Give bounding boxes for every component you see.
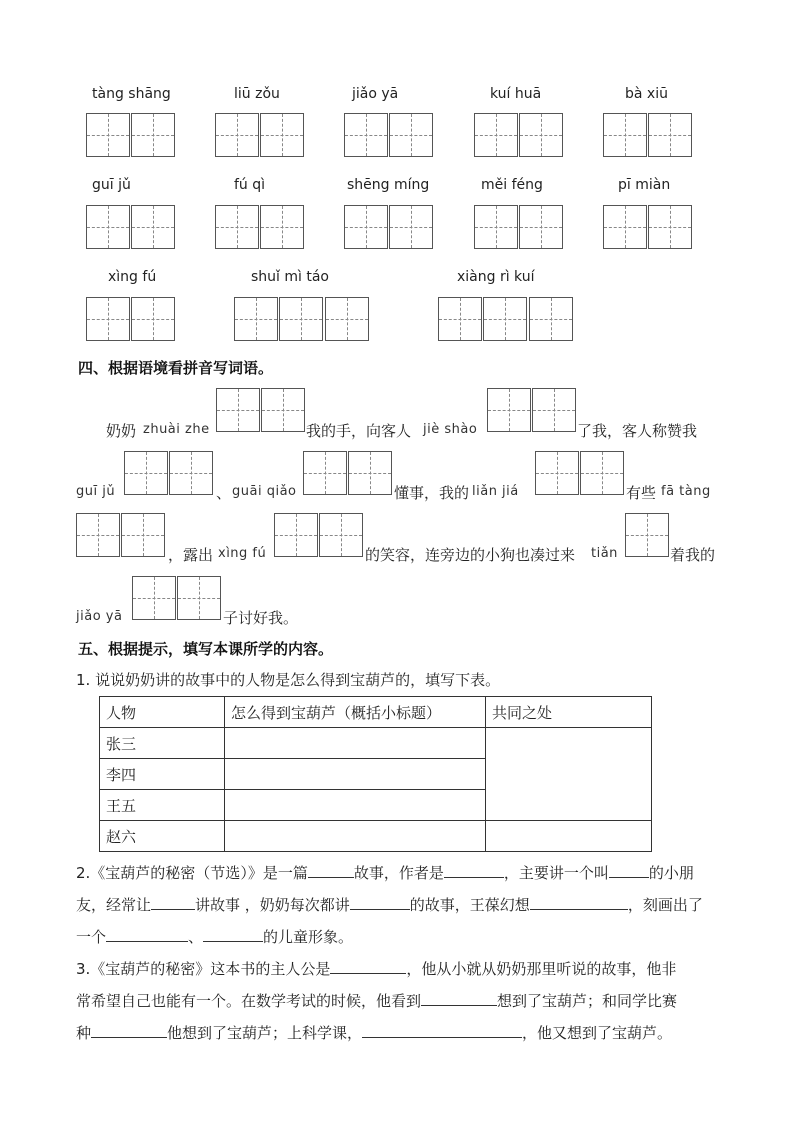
writing-box[interactable]	[580, 451, 624, 495]
question-3-line1: 3.《宝葫芦的秘密》这本书的主人公是 ，他从小就从奶奶那里听说的故事，他非	[76, 960, 677, 978]
writing-box[interactable]	[260, 113, 304, 157]
pinyin-label: jiǎo yā	[352, 86, 399, 102]
writing-box[interactable]	[86, 205, 130, 249]
table-cell-person: 王五	[100, 790, 225, 821]
table-cell-answer[interactable]	[225, 759, 486, 790]
writing-box[interactable]	[86, 113, 130, 157]
pinyin-label: pī miàn	[618, 177, 671, 193]
table-header: 怎么得到宝葫芦（概括小标题）	[225, 697, 486, 728]
pinyin-label: shēng míng	[347, 177, 430, 193]
table-cell-answer[interactable]	[225, 790, 486, 821]
question-3-line3: 种 他想到了宝葫芦；上科学课， ，他又想到了宝葫芦。	[76, 1024, 673, 1042]
passage-text: ，露出	[168, 546, 214, 564]
inline-pinyin: jiè shào	[423, 422, 478, 437]
answer-blank[interactable]	[106, 927, 188, 942]
writing-box[interactable]	[169, 451, 213, 495]
answer-blank[interactable]	[91, 1023, 167, 1038]
question-2-line1: 2.《宝葫芦的秘密（节选）》是一篇 故事，作者是 ，主要讲一个叫 的小朋	[76, 864, 694, 882]
writing-box[interactable]	[529, 297, 573, 341]
answer-blank[interactable]	[350, 895, 410, 910]
table-header: 人物	[100, 697, 225, 728]
writing-box[interactable]	[274, 513, 318, 557]
writing-box[interactable]	[132, 576, 176, 620]
section5-title: 五、根据提示，填写本课所学的内容。	[78, 640, 334, 658]
pinyin-label: xìng fú	[108, 269, 157, 285]
passage-text: 子讨好我。	[223, 609, 299, 627]
passage-text: 的笑容，连旁边的小狗也凑过来	[365, 546, 576, 564]
answer-blank[interactable]	[362, 1023, 522, 1038]
writing-box[interactable]	[438, 297, 482, 341]
inline-pinyin: guī jǔ	[76, 484, 116, 499]
writing-box[interactable]	[519, 205, 563, 249]
question-3-line2: 常希望自己也能有一个。在数学考试的时候，他看到 想到了宝葫芦；和同学比赛	[76, 992, 678, 1010]
passage-text: 我的手，向客人	[306, 422, 412, 440]
writing-box[interactable]	[344, 113, 388, 157]
writing-box[interactable]	[177, 576, 221, 620]
writing-box[interactable]	[389, 113, 433, 157]
writing-box[interactable]	[474, 113, 518, 157]
inline-pinyin: fā tàng	[661, 484, 711, 499]
writing-box[interactable]	[487, 388, 531, 432]
pinyin-label: liū zǒu	[234, 86, 280, 102]
writing-box[interactable]	[303, 451, 347, 495]
writing-box[interactable]	[348, 451, 392, 495]
answer-blank[interactable]	[308, 863, 354, 878]
answer-blank[interactable]	[203, 927, 263, 942]
writing-box[interactable]	[389, 205, 433, 249]
writing-box[interactable]	[535, 451, 579, 495]
inline-pinyin: xìng fú	[218, 546, 267, 561]
pinyin-label: fú qì	[234, 177, 266, 193]
question-2-line2: 友，经常让 讲故事 ，奶奶每次都讲 的故事，王葆幻想 ，刻画出了	[76, 896, 703, 914]
pinyin-label: bà xiū	[625, 86, 668, 102]
writing-box[interactable]	[648, 205, 692, 249]
answer-blank[interactable]	[530, 895, 628, 910]
writing-box[interactable]	[519, 113, 563, 157]
writing-box[interactable]	[260, 205, 304, 249]
inline-pinyin: tiǎn	[591, 546, 618, 561]
pinyin-label: měi féng	[481, 177, 543, 193]
answer-blank[interactable]	[444, 863, 504, 878]
writing-box[interactable]	[474, 205, 518, 249]
pinyin-label: xiàng rì kuí	[457, 269, 535, 285]
writing-box[interactable]	[532, 388, 576, 432]
writing-box[interactable]	[261, 388, 305, 432]
writing-box[interactable]	[483, 297, 527, 341]
passage-text: 有些	[626, 484, 657, 502]
writing-box[interactable]	[279, 297, 323, 341]
writing-box[interactable]	[215, 113, 259, 157]
table-cell-person: 赵六	[100, 821, 225, 852]
pinyin-label: shuǐ mì táo	[251, 269, 329, 285]
writing-box[interactable]	[325, 297, 369, 341]
writing-box[interactable]	[625, 513, 669, 557]
question-1: 1. 说说奶奶讲的故事中的人物是怎么得到宝葫芦的，填写下表。	[76, 671, 501, 689]
table-cell-common[interactable]	[486, 728, 652, 821]
table-cell-answer[interactable]	[225, 821, 486, 852]
inline-pinyin: guāi qiǎo	[232, 484, 297, 499]
answer-blank[interactable]	[151, 895, 195, 910]
answer-blank[interactable]	[609, 863, 649, 878]
table-cell-person: 李四	[100, 759, 225, 790]
table-cell-common[interactable]	[486, 821, 652, 852]
passage-text: 、	[216, 484, 232, 502]
writing-box[interactable]	[319, 513, 363, 557]
writing-box[interactable]	[124, 451, 168, 495]
answer-blank[interactable]	[330, 959, 406, 974]
question-2-line3: 一个 、 的儿童形象。	[76, 928, 354, 946]
writing-box[interactable]	[215, 205, 259, 249]
passage-text: 懂事，我的	[394, 484, 470, 502]
writing-box[interactable]	[234, 297, 278, 341]
pinyin-label: tàng shāng	[92, 86, 171, 102]
writing-box[interactable]	[121, 513, 165, 557]
writing-box[interactable]	[216, 388, 260, 432]
pinyin-label: guī jǔ	[92, 177, 131, 193]
writing-box[interactable]	[131, 205, 175, 249]
writing-box[interactable]	[648, 113, 692, 157]
section4-title: 四、根据语境看拼音写词语。	[78, 359, 274, 377]
passage-text: 奶奶	[106, 422, 137, 440]
writing-box[interactable]	[603, 205, 647, 249]
table-cell-answer[interactable]	[225, 728, 486, 759]
inline-pinyin: liǎn jiá	[472, 484, 519, 499]
passage-text: 了我，客人称赞我	[577, 422, 698, 440]
answer-blank[interactable]	[421, 991, 497, 1006]
table-header: 共同之处	[486, 697, 652, 728]
inline-pinyin: zhuài zhe	[143, 422, 210, 437]
inline-pinyin: jiǎo yā	[76, 609, 123, 624]
passage-text: 着我的	[670, 546, 716, 564]
pinyin-label: kuí huā	[490, 86, 542, 102]
story-table	[99, 696, 652, 852]
writing-box[interactable]	[603, 113, 647, 157]
writing-box[interactable]	[344, 205, 388, 249]
table-cell-person: 张三	[100, 728, 225, 759]
writing-box[interactable]	[131, 113, 175, 157]
writing-box[interactable]	[76, 513, 120, 557]
writing-box[interactable]	[131, 297, 175, 341]
writing-box[interactable]	[86, 297, 130, 341]
